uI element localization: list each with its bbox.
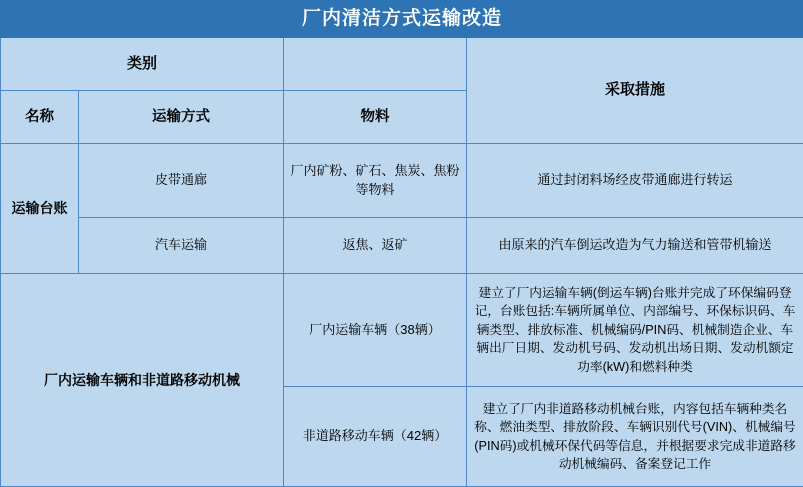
table-row <box>1 218 803 274</box>
cell-transport-mode: 汽车运输 <box>79 218 284 274</box>
row-label-transport-ledger: 运输台账 <box>1 144 79 274</box>
cell-material: 厂内运输车辆（38辆） <box>284 274 467 387</box>
header-material: 物料 <box>284 91 467 144</box>
cell-measure: 通过封闭料场经皮带通廊进行转运 <box>467 144 803 218</box>
header-name: 名称 <box>1 91 79 144</box>
table-header-row-1 <box>1 37 803 91</box>
row-label-vehicles-and-machinery: 厂内运输车辆和非道路移动机械 <box>1 274 284 487</box>
cell-measure: 建立了厂内非道路移动机械台账，内容包括车辆种类名称、燃油类型、排放阶段、车辆识别代号(VIN)、机械编号(PIN码)或机械环保代码等信息，并根据要求完成非道路移动机械编码、备案登记工作 <box>467 387 803 487</box>
cell-material: 厂内矿粉、矿石、焦炭、焦粉等物料 <box>284 144 467 218</box>
header-measure: 采取措施 <box>467 37 803 143</box>
cell-measure: 由原来的汽车倒运改造为气力输送和管带机输送 <box>467 218 803 274</box>
header-spacer <box>284 37 467 91</box>
cell-transport-mode: 皮带通廊 <box>79 144 284 218</box>
header-category: 类别 <box>1 37 284 91</box>
table-title-row <box>1 1 803 38</box>
cell-material: 非道路移动车辆（42辆） <box>284 387 467 487</box>
table-row <box>1 274 803 387</box>
header-transport-mode: 运输方式 <box>79 91 284 144</box>
table-row <box>1 144 803 218</box>
cell-measure: 建立了厂内运输车辆(倒运车辆)台账并完成了环保编码登记，台账包括:车辆所属单位、内部编号、环保标识码、车辆类型、排放标准、机械编码/PIN码、机械制造企业、车辆出厂日期、发动机号码、发动机出场日期、发动机额定功率(kW)和燃料种类 <box>467 274 803 387</box>
cell-material: 返焦、返矿 <box>284 218 467 274</box>
page-title: 厂内清洁方式运输改造 <box>1 1 803 38</box>
